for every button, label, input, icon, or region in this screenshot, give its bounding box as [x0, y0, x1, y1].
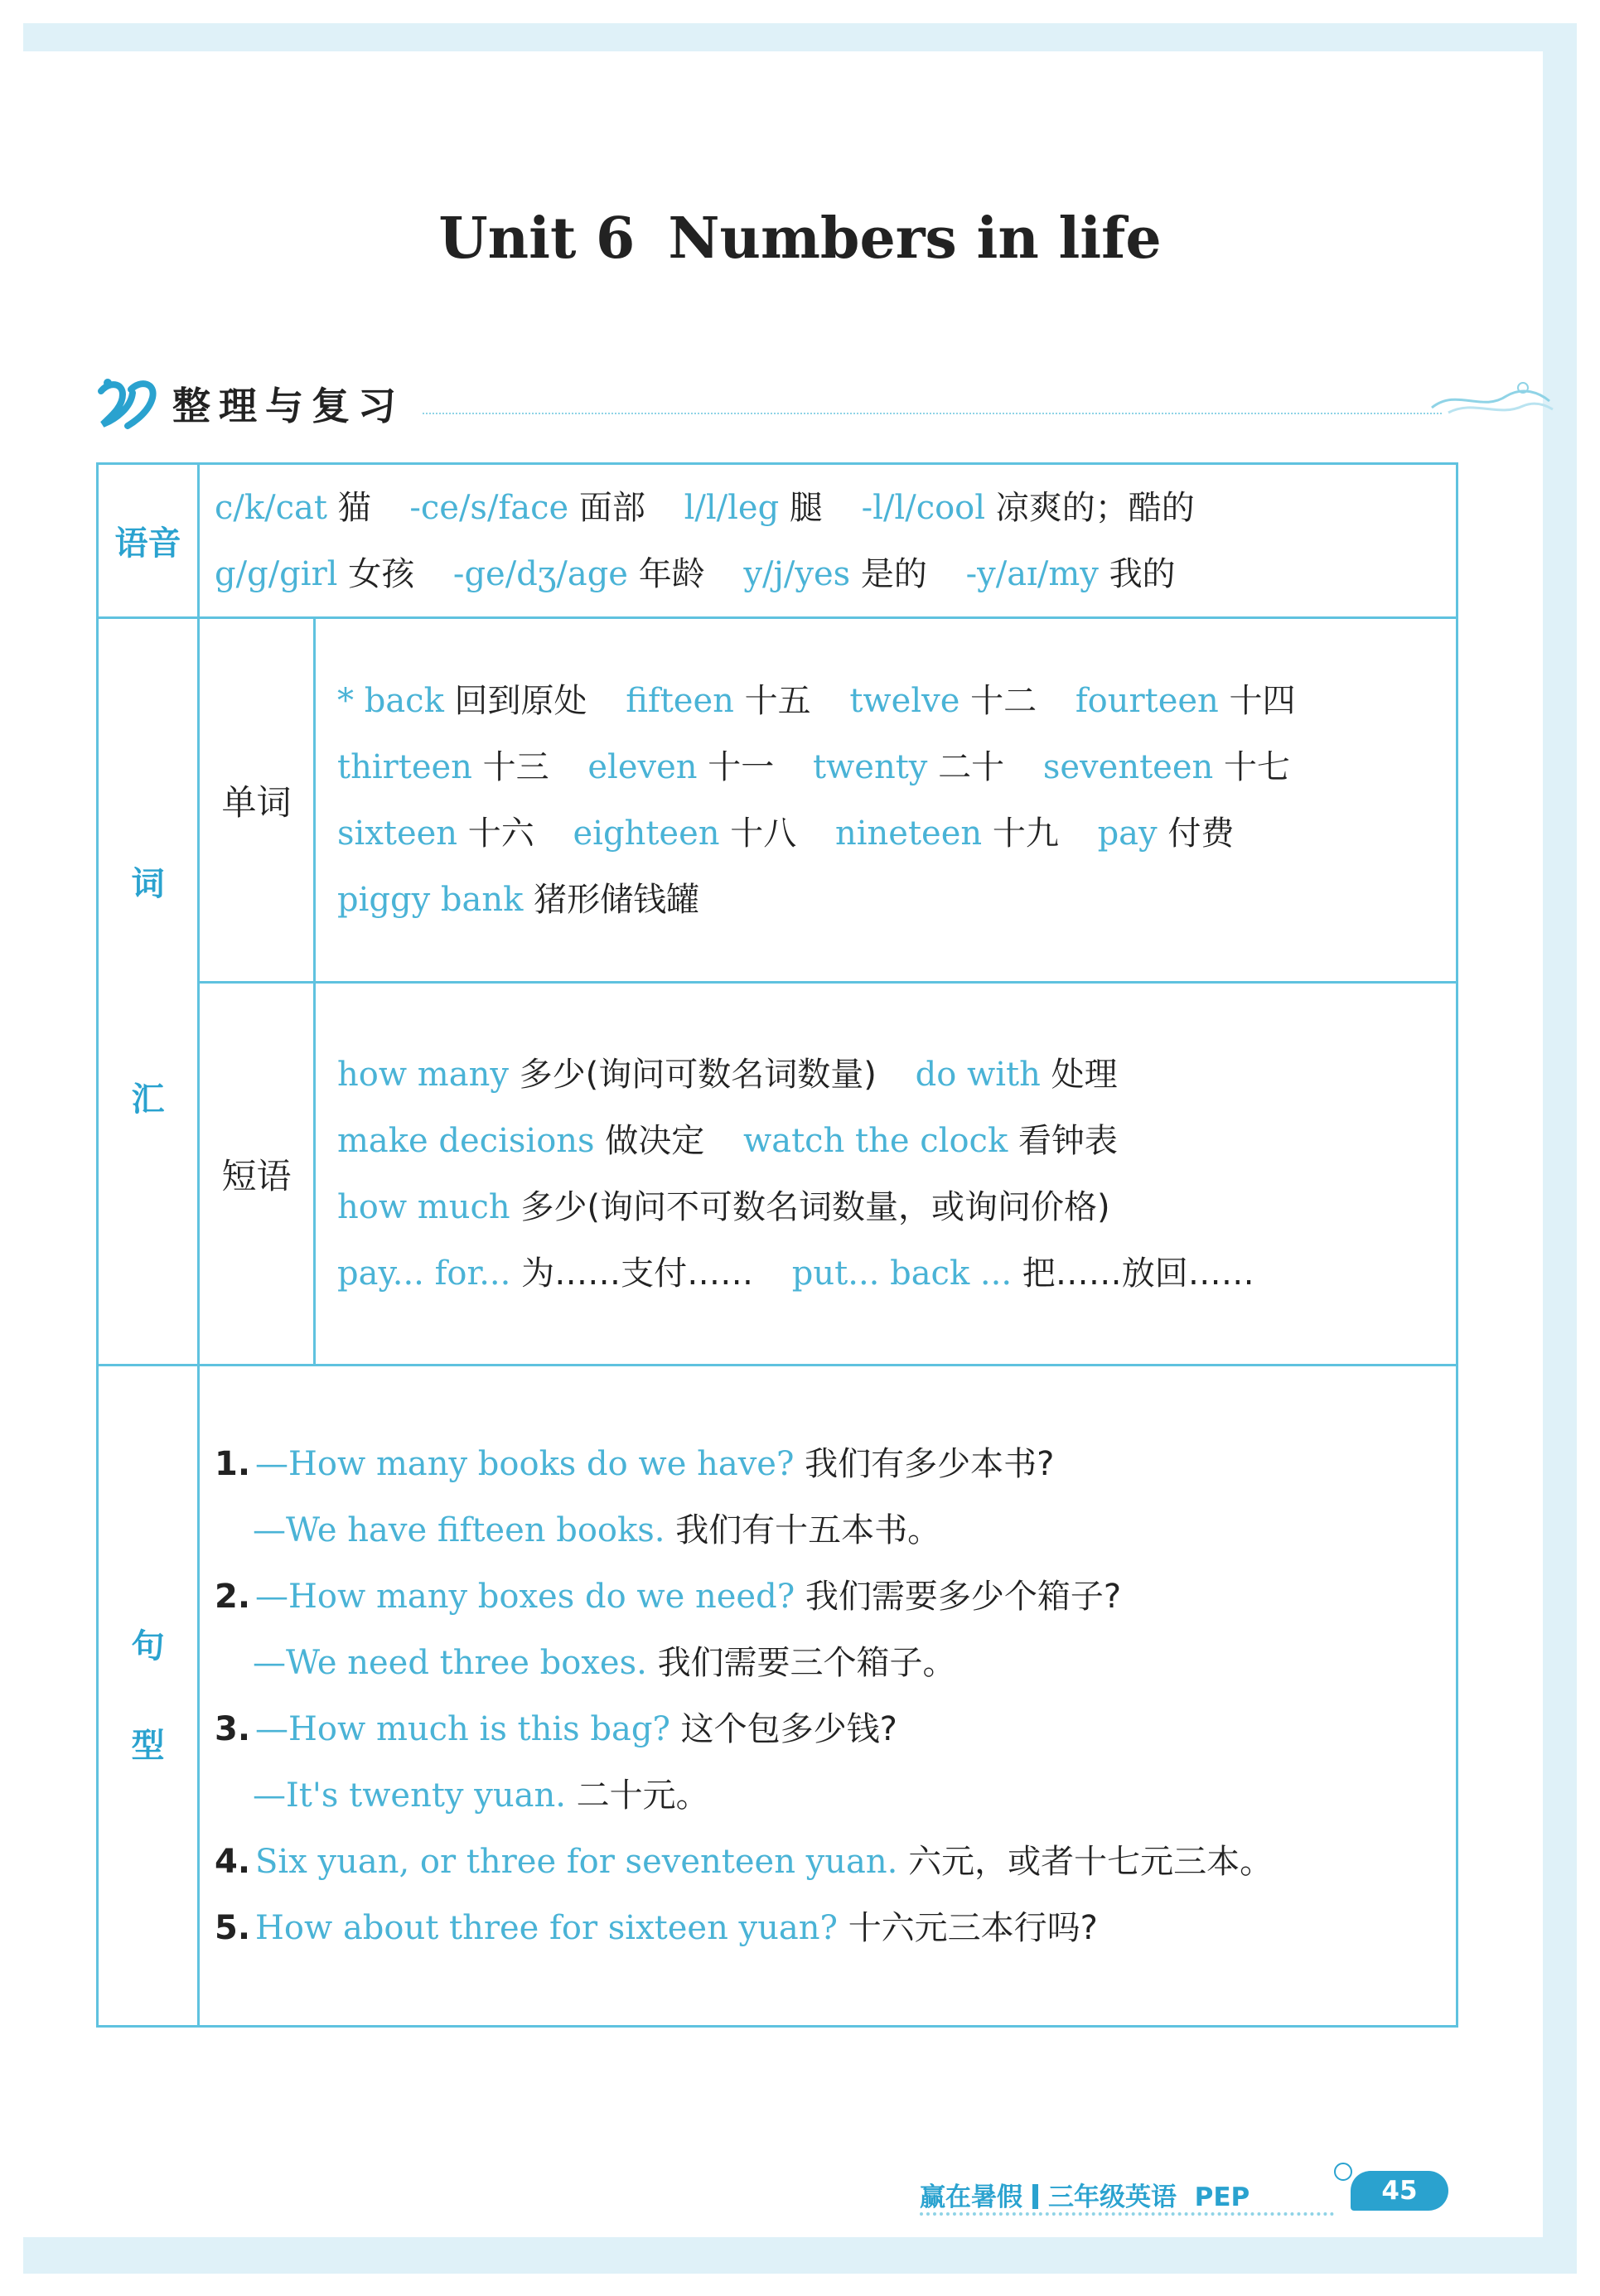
sentence-number: 4.	[215, 1842, 251, 1881]
word-zh: 十九	[992, 814, 1059, 853]
phrase-en: watch the clock	[743, 1121, 1008, 1160]
sentences-content	[199, 1366, 1457, 2027]
sentence-line	[215, 1564, 1456, 1630]
sentence-number: 3.	[215, 1709, 251, 1748]
sentence-en: —How many boxes do we need?	[255, 1577, 795, 1616]
words-content	[315, 618, 1457, 983]
page-title	[0, 205, 1600, 272]
sentence-number: 2.	[215, 1577, 251, 1616]
phonics-en: y/j/yes	[743, 554, 851, 593]
sentence-line	[215, 1630, 1456, 1696]
page-footer	[920, 2169, 1500, 2219]
word-zh: 十三	[482, 747, 549, 786]
phonics-line	[215, 541, 1456, 607]
unit-name: Numbers in life	[668, 205, 1162, 272]
sentence-en: —How much is this bag?	[255, 1709, 670, 1748]
word-en: eleven	[587, 747, 698, 786]
word-zh: 十一	[708, 747, 775, 786]
word-en: pay	[1097, 814, 1158, 853]
word-zh: 二十	[938, 747, 1005, 786]
phrase-line	[337, 1240, 1456, 1307]
sentence-zh: 我们有多少本书?	[805, 1444, 1055, 1483]
phrase-zh: 做决定	[605, 1121, 705, 1160]
phonics-content	[199, 464, 1457, 618]
vocab-label-char: 词	[131, 864, 165, 903]
sentence-line	[215, 1829, 1456, 1895]
phrase-zh: 处理	[1051, 1055, 1118, 1094]
word-zh: 回到原处	[454, 681, 587, 720]
phrase-en: put... back ...	[791, 1254, 1013, 1293]
phrase-zh: 多少(询问不可数名词数量，或询问价格)	[520, 1187, 1110, 1226]
word-en: fourteen	[1075, 681, 1219, 720]
words-label: 单词	[199, 618, 315, 983]
phonics-en: l/l/leg	[684, 488, 780, 527]
section-title: 整理与复习	[172, 384, 404, 428]
phonics-en: -ge/dʒ/age	[452, 554, 628, 593]
sentences-label-char: 句	[131, 1627, 165, 1665]
sentences-row	[98, 1366, 1457, 2027]
word-en: nineteen	[834, 814, 983, 853]
phrase-line	[337, 1108, 1456, 1174]
phrases-content	[315, 983, 1457, 1366]
page-frame-right	[1543, 23, 1577, 2274]
sentence-en: —We have fifteen books.	[253, 1511, 665, 1549]
word-en: twenty	[812, 747, 928, 786]
phonics-label: 语音	[98, 464, 199, 618]
phrase-en: how many	[337, 1055, 509, 1094]
section-header	[98, 371, 1457, 437]
sentence-zh: 这个包多少钱?	[680, 1709, 897, 1748]
word-en: thirteen	[337, 747, 472, 786]
sentence-zh: 我们需要三个箱子。	[657, 1643, 956, 1682]
sentence-zh: 我们有十五本书。	[675, 1511, 941, 1549]
phrase-en: pay... for...	[337, 1254, 511, 1293]
word-line	[337, 867, 1456, 933]
phonics-en: -y/aɪ/my	[965, 554, 1099, 593]
sentence-en: —How many books do we have?	[255, 1444, 795, 1483]
sentences-label-char: 型	[131, 1726, 165, 1765]
words-row	[98, 618, 1457, 983]
word-zh: 付费	[1167, 814, 1235, 853]
footer-series: 赢在暑假	[920, 2182, 1022, 2212]
phonics-en: -ce/s/face	[409, 488, 569, 527]
vocab-label	[98, 618, 199, 1366]
phrase-en: how much	[337, 1187, 510, 1226]
sentences-label	[98, 1366, 199, 2027]
unit-number: Unit 6	[438, 205, 636, 272]
sentence-zh: 十六元三本行吗?	[848, 1908, 1098, 1947]
phrase-zh: 多少(询问可数名词数量)	[519, 1055, 877, 1094]
word-zh: 十八	[730, 814, 797, 853]
phrase-en: make decisions	[337, 1121, 595, 1160]
page-number: 45	[1351, 2171, 1448, 2211]
phonics-zh: 年龄	[638, 554, 705, 593]
word-en: seventeen	[1042, 747, 1214, 786]
sentence-en: Six yuan, or three for seventeen yuan.	[255, 1842, 898, 1881]
swoosh-icon	[98, 375, 161, 429]
word-zh: 十五	[744, 681, 811, 720]
phonics-en: g/g/girl	[215, 554, 338, 593]
phrase-zh: 为……支付……	[521, 1254, 754, 1293]
sentence-en: —We need three boxes.	[253, 1643, 647, 1682]
footer-text	[920, 2176, 1250, 2213]
phonics-line	[215, 475, 1456, 541]
vocab-label-char: 汇	[131, 1080, 165, 1119]
sentence-line	[215, 1895, 1456, 1961]
word-zh: 十七	[1223, 747, 1290, 786]
word-en: * back	[337, 681, 444, 720]
page-frame-bottom	[23, 2237, 1577, 2274]
phonics-zh: 女孩	[348, 554, 415, 593]
phonics-zh: 面部	[578, 488, 645, 527]
sentence-en: How about three for sixteen yuan?	[255, 1908, 838, 1947]
word-en: piggy bank	[337, 880, 524, 919]
phrase-en: do with	[915, 1055, 1041, 1094]
sentence-line	[215, 1762, 1456, 1829]
phonics-zh: 猫	[337, 488, 371, 527]
word-line	[337, 668, 1456, 734]
phonics-zh: 我的	[1109, 554, 1176, 593]
badge-ring-icon	[1334, 2163, 1352, 2181]
word-en: sixteen	[337, 814, 458, 853]
sentence-zh: 二十元。	[576, 1776, 709, 1815]
word-en: eighteen	[573, 814, 720, 853]
phrase-zh: 看钟表	[1018, 1121, 1118, 1160]
phrase-line	[337, 1174, 1456, 1240]
word-zh: 十二	[970, 681, 1037, 720]
page-frame-top	[23, 23, 1577, 51]
word-line	[337, 800, 1456, 867]
footer-edition: PEP	[1194, 2182, 1250, 2212]
sentence-number: 5.	[215, 1908, 251, 1947]
sentence-line	[215, 1431, 1456, 1497]
phonics-zh: 腿	[789, 488, 823, 527]
section-divider	[423, 413, 1442, 414]
word-zh: 十四	[1229, 681, 1296, 720]
word-zh: 猪形储钱罐	[534, 880, 700, 919]
sentence-line	[215, 1497, 1456, 1564]
sentence-line	[215, 1696, 1456, 1762]
footer-dotted-line	[920, 2212, 1334, 2216]
phonics-zh: 是的	[860, 554, 927, 593]
word-zh: 十六	[467, 814, 534, 853]
phonics-zh: 凉爽的；酷的	[995, 488, 1195, 527]
footer-separator	[1032, 2184, 1038, 2209]
word-en: fifteen	[626, 681, 734, 720]
phrases-row	[98, 983, 1457, 1366]
phonics-row	[98, 464, 1457, 618]
sentence-zh: 我们需要多少个箱子?	[805, 1577, 1122, 1616]
phrases-label: 短语	[199, 983, 315, 1366]
wave-decoration-icon	[1424, 371, 1556, 421]
phrase-zh: 把……放回……	[1022, 1254, 1254, 1293]
phrase-line	[337, 1042, 1456, 1108]
phonics-en: c/k/cat	[215, 488, 327, 527]
sentence-number: 1.	[215, 1444, 251, 1483]
phonics-en: -l/l/cool	[861, 488, 986, 527]
word-en: twelve	[849, 681, 960, 720]
footer-grade: 三年级英语	[1048, 2182, 1177, 2212]
review-table	[96, 462, 1458, 2028]
word-line	[337, 734, 1456, 800]
sentence-zh: 六元，或者十七元三本。	[908, 1842, 1274, 1881]
sentence-en: —It's twenty yuan.	[253, 1776, 566, 1815]
